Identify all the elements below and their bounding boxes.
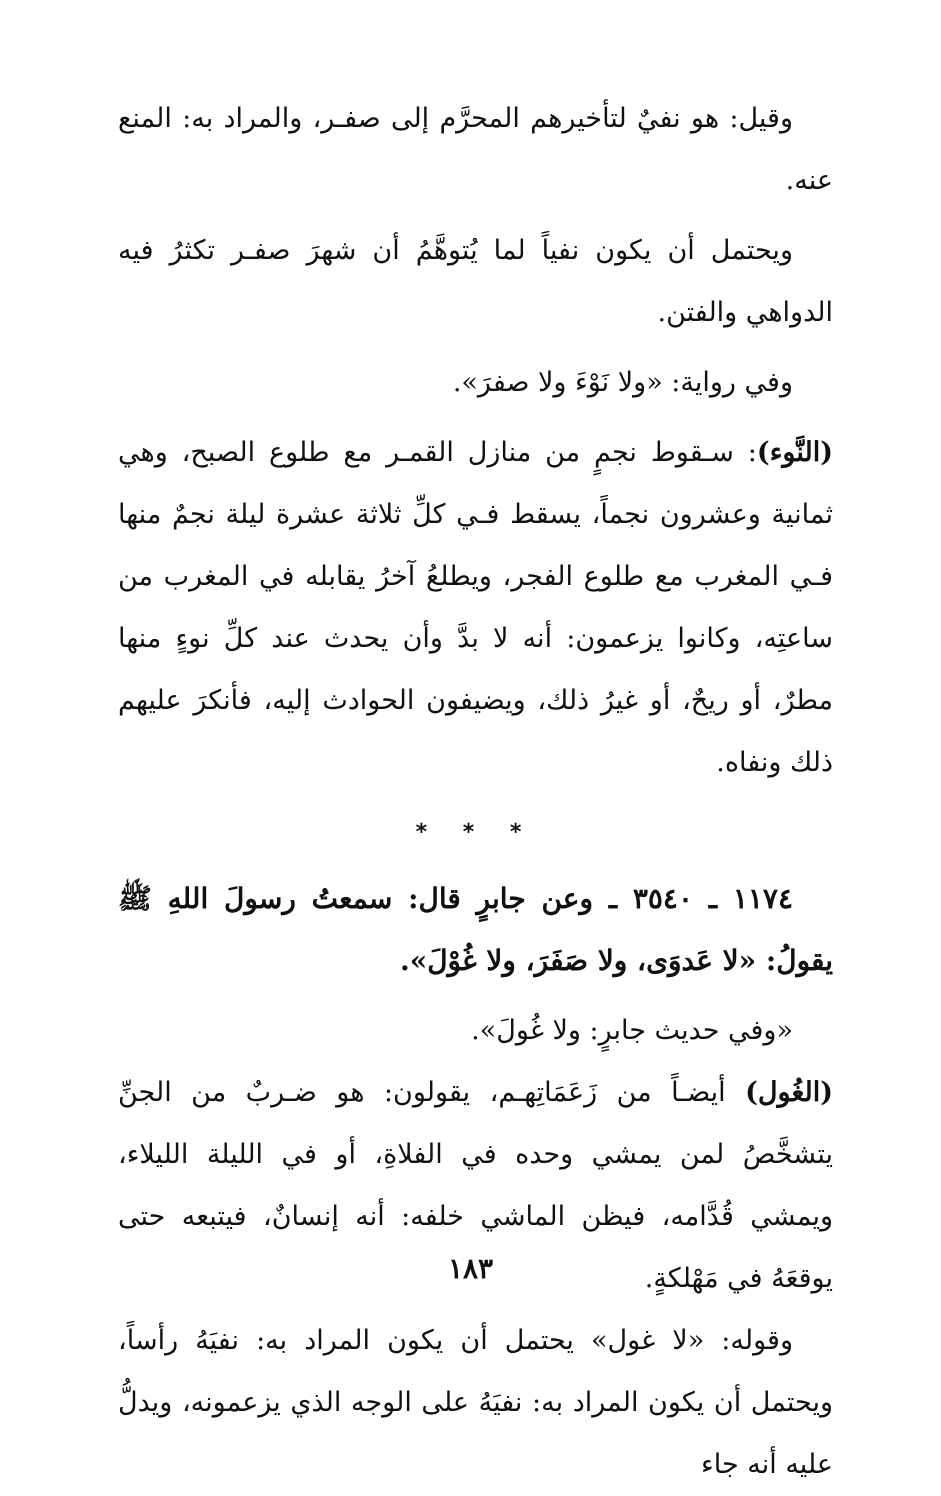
- paragraph-1: وقيل: هو نفيٌ لتأخيرهم المحرَّم إلى صفـر، والمراد به: المنع عنه.: [118, 103, 833, 196]
- paragraph-4-text: : سـقوط نجمٍ من منازل القمـر مع طلوع الصبح، وهي ثمانية وعشرون نجماً، يسقط فـي كلِّ ثلاثة عشرة ليلة نجمٌ منها فـي المغرب مع طلوع الفجر، ويطلعُ آخرُ يقابله في المغرب من ساعتِه، وكانوا يزعمون: أنه لا بدَّ وأن يحدث عند كلِّ نوءٍ منها مطرٌ، أو ريحٌ، أو غيرُ ذلك، ويضيفون الحوادث إليه، فأنكرَ عليهم ذلك ونفاه.: [118, 437, 833, 778]
- hadith-text: ١١٧٤ ـ ٣٥٤٠ ـ وعن جابرٍ قال: سمعتُ رسولَ اللهِ ﷺ يقولُ: «لا عَدوَى، ولا صَفَرَ، ولا غُوْلَ».: [118, 882, 833, 977]
- paragraph-4: [118, 422, 833, 794]
- page-number: ١٨٣: [447, 1252, 494, 1285]
- paragraph-3: وفي رواية: «ولا نَوْءَ ولا صفرَ».: [452, 367, 793, 398]
- term-ghoul: (الغُول): [745, 1077, 833, 1108]
- paragraph-6-text: أيضـاً من زَعَمَاتِهـم، يقولون: هو ضـربٌ من الجنِّ يتشخَّصُ لمن يمشي وحده في الفلاةِ، أو في الليلة الليلاء، ويمشي قُدَّامه، فيظن الماشي خلفه: أنه إنسانٌ، فيتبعه حتى يوقعَهُ في مَهْلكةٍ.: [118, 1077, 833, 1294]
- section-separator: * * *: [415, 820, 536, 845]
- term-nawa: (النَّوء): [756, 437, 833, 468]
- paragraph-2: ويحتمل أن يكون نفياً لما يُتوهَّمُ أن شهرَ صفـر تكثرُ فيه الدواهي والفتن.: [118, 235, 833, 328]
- paragraph-7: وقوله: «لا غول» يحتمل أن يكون المراد به: نفيَهُ رأساً، ويحتمل أن يكون المراد به: نفيَهُ على الوجه الذي يزعمونه، ويدلُّ عليه أنه جاء: [118, 1325, 833, 1480]
- paragraph-5: «وفي حديث جابرٍ: ولا غُولَ».: [471, 1015, 793, 1046]
